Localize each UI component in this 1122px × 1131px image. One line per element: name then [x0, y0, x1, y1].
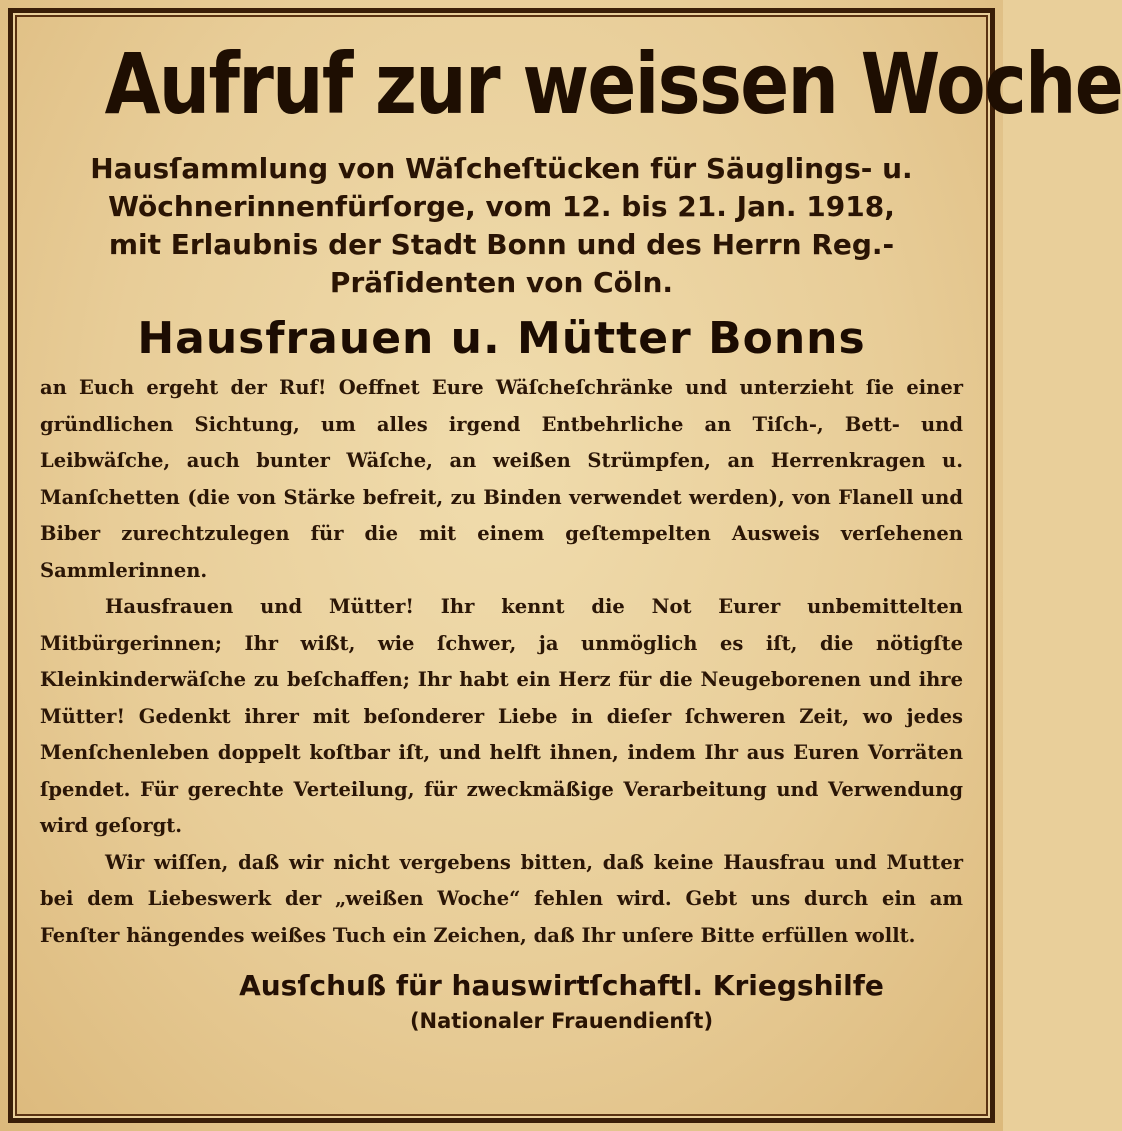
subtitle-line: Hausſammlung von Wäſcheſtücken für Säuglings- u.	[90, 152, 913, 185]
body-paragraph: Wir wiſſen, daß wir nicht vergebens bitten, daß keine Hausfrau und Mutter bei dem Liebeswerk der „weißen Woche“ fehlen wird. Gebt uns durch ein am Fenſter hängendes weißes Tuch ein Zeichen, daß Ihr unſere Bitte erfüllen wollt.	[40, 850, 963, 947]
notice-title: Aufruf zur weissen Woche	[104, 35, 1122, 133]
notice-signature-organization: (Nationaler Frauendienſt)	[409, 1009, 714, 1033]
notice-subtitle	[40, 150, 963, 302]
subtitle-line: Präſidenten von Cöln.	[329, 266, 674, 299]
notice-content	[40, 28, 1122, 1036]
body-paragraph: an Euch ergeht der Ruf! Oeffnet Eure Wäſcheſchränke und unterzieht ſie einer gründlichen Sichtung, um alles irgend Entbehrliche an Tiſch-, Bett- und Leibwäſche, auch bunter Wäſche, an weißen Strümpfen, an Herrenkragen u. Manſchetten (die von Stärke befreit, zu Binden verwendet werden), von Flanell und Biber zurechtzulegen für die mit einem geſtempelten Ausweis verſehenen Sammlerinnen.	[40, 376, 963, 582]
subtitle-line: mit Erlaubnis der Stadt Bonn und des Herrn Reg.-	[108, 228, 895, 261]
subtitle-line: Wöchnerinnenfürſorge, vom 12. bis 21. Jan. 1918,	[108, 190, 895, 223]
notice-signature: Ausſchuß für hauswirtſchaftl. Kriegshilfe	[239, 969, 884, 1002]
notice-heading: Hausfrauen u. Mütter Bonns	[137, 313, 866, 364]
body-paragraph: Hausfrauen und Mütter! Ihr kennt die Not Eurer unbemittelten Mitbürgerinnen; Ihr wißt, wie ſchwer, ja unmöglich es iſt, die nötigſte Kleinkinderwäſche zu beſchaffen; Ihr habt ein Herz für die Neugeborenen und ihre Mütter! Gedenkt ihrer mit beſonderer Liebe in dieſer ſchweren Zeit, wo jedes Menſchenleben doppelt koſtbar iſt, und helft ihnen, indem Ihr aus Euren Vorräten ſpendet. Für gerechte Verteilung, für zweckmäßige Verarbeitung und Verwendung wird geſorgt.	[40, 595, 963, 837]
